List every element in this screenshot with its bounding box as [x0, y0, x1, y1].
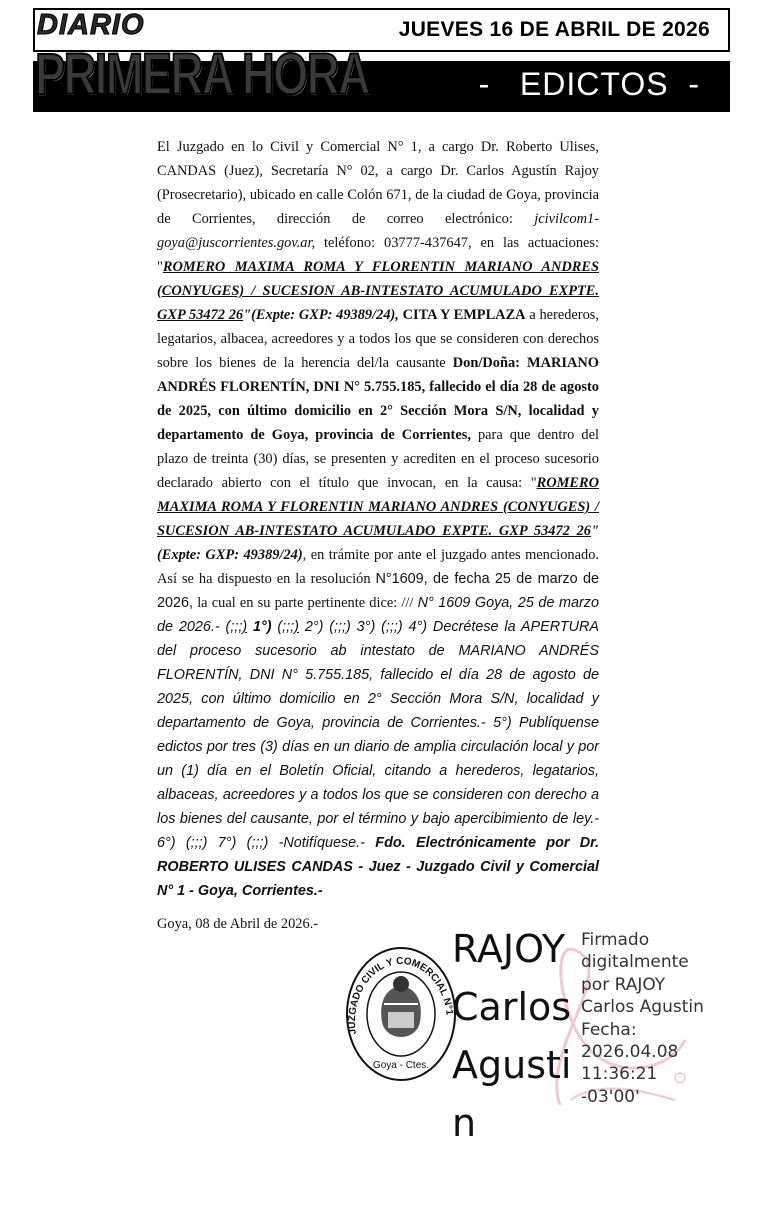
section-title: - EDICTOS - — [478, 66, 700, 102]
logo-primera-hora: PRIMERA HORA — [35, 42, 369, 107]
signature-time: 11:36:21 — [581, 1064, 658, 1085]
signer-name — [452, 920, 582, 1152]
item-number: 1°) — [247, 619, 278, 635]
logo-diario: DIARIO — [37, 9, 145, 41]
signer-name-line: n — [452, 1101, 477, 1145]
signature-line: Carlos Agustin — [581, 997, 704, 1018]
signer-name-line: RAJOY — [452, 927, 566, 971]
seal-ring-textpath: JUZGADO CIVIL Y COMERCIAL N°1 — [346, 955, 455, 1036]
signature-line: digitalmente — [581, 952, 689, 973]
deceased-info: Don/Doña: MARIANO ANDRÉS FLORENTÍN, DNI N° 5.755.185, fallecido el día 28 de agosto de 2025, con último domicilio en 2° Sección Mora S/N, localidad y departamento de Goya, provincia de Corrientes, — [157, 355, 599, 443]
text-segment: a herederos, legatarios, albacea, acreedores y a todos los que se consideren con derechos sobre los bienes de la herencia del/la causante — [157, 307, 599, 371]
case-title-repeat: ROMERO MAXIMA ROMA Y FLORENTIN MARIANO ANDRES (CONYUGES) / SUCESION AB-INTESTATO ACUMULADO EXPTE. GXP 53472 26 — [157, 475, 599, 539]
seal-bottom-text: Goya - Ctes. — [372, 1060, 430, 1071]
signed-by: Fdo. Electrónicamente por Dr. ROBERTO ULISES CANDAS - Juez - Juzgado Civil y Comercial N° 1 - Goya, Corrientes.- — [157, 835, 599, 899]
signer-name-line: Agusti — [452, 1043, 572, 1087]
court-email: jcivilcom1-goya@juscorrientes.gov.ar, — [157, 211, 599, 251]
text-segment: , en trámite por ante el juzgado antes mencionado. Así se ha dispuesto en la resolución — [157, 547, 599, 587]
digital-signature-details — [581, 929, 731, 1108]
omission-mark: (;;;) — [277, 619, 299, 635]
publication-date: JUEVES 16 DE ABRIL DE 2026 — [398, 18, 710, 41]
signature-line: Fecha: — [581, 1019, 637, 1040]
court-seal — [344, 944, 458, 1084]
case-reference: "(Expte: GXP: 49389/24), — [243, 307, 399, 323]
resolution-text: 2°) (;;;) 3°) (;;;) 4°) Decrétese la APERTURA del proceso sucesorio ab intestato de MARIANO ANDRÉS FLORENTÍN, DNI N° 5.755.185, fallecido el día 28 de agosto de 2025, con último domicilio en 2° Sección Mora S/N, localidad y departamento de Goya, provincia de Corrientes.- 5°) Publíquense edictos por tres (3) días en un diario de amplia circulación local y por un (1) día en el Boletín Oficial, citando a herederos, legatarios, albaceas, acreedores y a todos los que se consideren con derecho a los bienes del causante, por el término y bajo apercibimiento de ley.- 6°) (;;;) 7°) (;;;) -Notifíquese.- — [157, 619, 599, 851]
resolution-date: N° 1609 Goya, 25 de marzo de 2026.- — [157, 595, 599, 635]
newspaper-header — [33, 8, 730, 112]
edict-body — [157, 135, 599, 903]
text-segment: para que dentro del plazo de treinta (30) días, se presenten y acrediten en el proceso sucesorio declarado abierto con el título que invocan, en la causa: " — [157, 427, 599, 491]
case-title: ROMERO MAXIMA ROMA Y FLORENTIN MARIANO ANDRES (CONYUGES) / SUCESION AB-INTESTATO ACUMULADO EXPTE. GXP 53472 26 — [157, 259, 599, 323]
closing-date: Goya, 08 de Abril de 2026.- — [157, 916, 319, 932]
text-segment: teléfono: 03777-437647, en las actuaciones: " — [157, 235, 599, 275]
cita-emplaza: CITA Y EMPLAZA — [398, 307, 526, 323]
signer-name-line: Carlos — [452, 985, 572, 1029]
signature-line: Firmado — [581, 930, 650, 950]
resolution-ref: N°1609, de fecha 25 de marzo de 2026, — [157, 571, 599, 611]
signature-timezone: -03'00' — [581, 1086, 640, 1107]
omission-mark: (;;;) — [225, 619, 248, 635]
text-segment: la cual en su parte pertinente dice: /// — [193, 595, 418, 611]
signature-line: por RAJOY — [581, 974, 666, 995]
edict-paragraph — [157, 135, 599, 903]
text-segment: El Juzgado en lo Civil y Comercial N° 1, a cargo Dr. Roberto Ulises, CANDAS (Juez), Secretaría N° 02, a cargo Dr. Carlos Agustín Rajoy (Prosecretario), ubicado en calle Colón 671, de la ciudad de Goya, provincia de Corrientes, dirección de correo electrónico: — [157, 139, 599, 227]
signature-date: 2026.04.08 — [581, 1042, 679, 1063]
case-reference-repeat: "(Expte: GXP: 49389/24) — [157, 523, 599, 563]
